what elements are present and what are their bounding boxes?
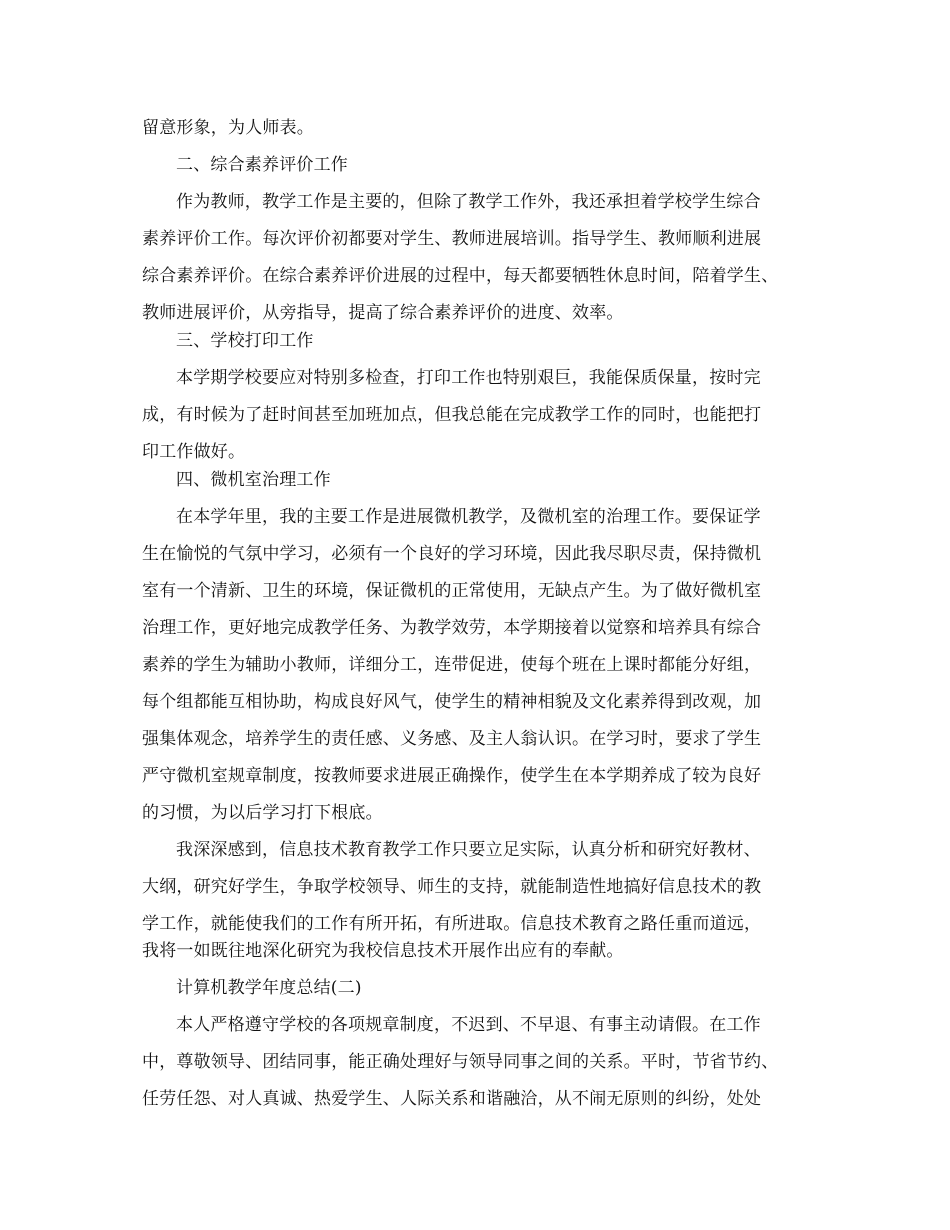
text-line: 在本学年里，我的主要工作是进展微机教学，及微机室的治理工作。要保证学 xyxy=(176,507,761,527)
text-line: 生在愉悦的气氛中学习，必须有一个良好的学习环境，因此我尽职尽责，保持微机 xyxy=(142,544,762,564)
text-line: 学工作，就能使我们的工作有所开拓，有所进取。信息技术教育之路任重而道远， xyxy=(142,914,762,934)
text-line: 每个组都能互相协助，构成良好风气，使学生的精神相貌及文化素养得到改观，加 xyxy=(142,692,762,712)
text-line: 我深深感到，信息技术教育教学工作只要立足实际，认真分析和研究好教材、 xyxy=(176,840,761,860)
text-line: 教师进展评价，从旁指导，提高了综合素养评价的进度、效率。 xyxy=(142,303,624,323)
section-heading: 四、微机室治理工作 xyxy=(176,470,331,490)
text-line: 印工作做好。 xyxy=(142,442,246,462)
text-line: 中，尊敬领导、团结同事，能正确处理好与领导同事之间的关系。平时，节省节约、 xyxy=(142,1052,779,1072)
text-line: 任劳任怨、对人真诚、热爱学生、人际关系和谐融洽，从不闹无原则的纠纷，处处 xyxy=(142,1089,762,1109)
text-line: 大纲，研究好学生，争取学校领导、师生的支持，就能制造性地搞好信息技术的教 xyxy=(142,877,762,897)
text-line: 本人严格遵守学校的各项规章制度，不迟到、不早退、有事主动请假。在工作 xyxy=(176,1015,761,1035)
text-line: 综合素养评价。在综合素养评价进展的过程中，每天都要牺牲休息时间，陪着学生、 xyxy=(142,266,779,286)
text-line: 成，有时候为了赶时间甚至加班加点，但我总能在完成教学工作的同时，也能把打 xyxy=(142,405,762,425)
section-heading: 三、学校打印工作 xyxy=(176,331,314,351)
text-line: 治理工作，更好地完成教学任务、为教学效劳，本学期接着以觉察和培养具有综合 xyxy=(142,618,762,638)
text-line: 严守微机室规章制度，按教师要求进展正确操作，使学生在本学期养成了较为良好 xyxy=(142,766,762,786)
text-line: 强集体观念，培养学生的责任感、义务感、及主人翁认识。在学习时，要求了学生 xyxy=(142,729,762,749)
section-heading: 二、综合素养评价工作 xyxy=(176,155,348,175)
text-line: 我将一如既往地深化研究为我校信息技术开展作出应有的奉献。 xyxy=(142,941,624,961)
text-line: 素养的学生为辅助小教师，详细分工，连带促进，使每个班在上课时都能分好组， xyxy=(142,655,762,675)
text-line: 本学期学校要应对特别多检查，打印工作也特别艰巨，我能保质保量，按时完 xyxy=(176,368,761,388)
text-line: 作为教师，教学工作是主要的，但除了教学工作外，我还承担着学校学生综合 xyxy=(176,192,761,212)
text-line: 的习惯，为以后学习打下根底。 xyxy=(142,803,383,823)
text-line: 素养评价工作。每次评价初都要对学生、教师进展培训。指导学生、教师顺利进展 xyxy=(142,229,762,249)
text-line: 留意形象，为人师表。 xyxy=(142,118,314,138)
text-line: 室有一个清新、卫生的环境，保证微机的正常使用，无缺点产生。为了做好微机室 xyxy=(142,581,762,601)
section-heading: 计算机教学年度总结(二) xyxy=(176,978,362,998)
